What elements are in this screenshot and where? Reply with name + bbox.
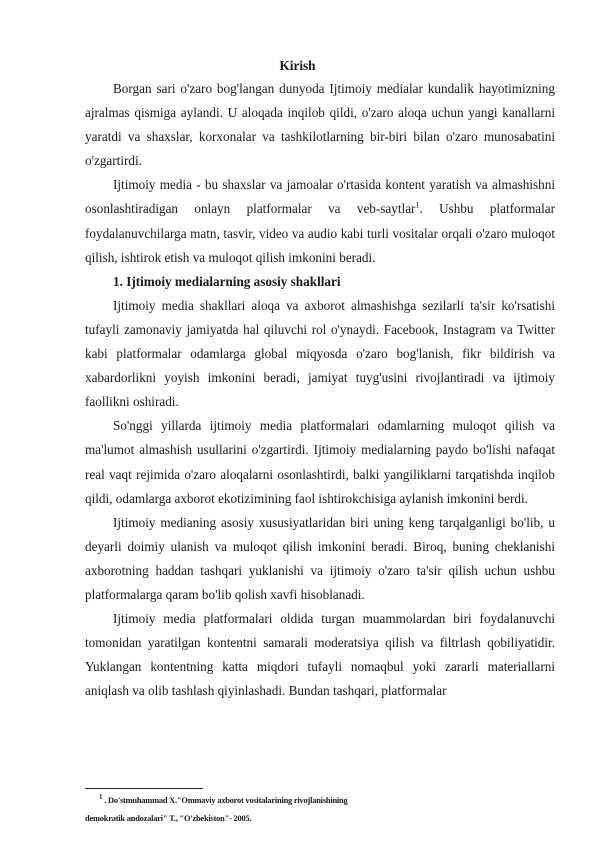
document-body <box>85 77 555 703</box>
footnote-line-2: demokratik andozalari" T., "O'zbekiston"- 2005. <box>85 814 252 823</box>
intro-paragraph-1: Borgan sari o'zaro bog'langan dunyoda Ijtimoiy medialar kundalik hayotimizning ajralmas qismiga aylandi. U aloqada inqilob qildi, o'zaro aloqa uchun yangi kanallarni yaratdi va shaxslar, korxonalar va tashkilotlarning bir-biri bilan o'zaro munosabatini o'zgartirdi. <box>85 81 555 169</box>
section-paragraph-3: Ijtimoiy medianing asosiy xususiyatlaridan biri uning keng tarqalganligi bo'lib, u deyarli doimiy ulanish va muloqot qilish imkonini beradi. Biroq, buning cheklanishi axborotning haddan tashqari yuklanishi va ijtimoiy o'zaro ta'sir qilish uchun ushbu platformalarga qaram bo'lib qolish xavfi hisoblanadi. <box>85 514 555 602</box>
intro-paragraph-2-text: Ijtimoiy media - bu shaxslar va jamoalar o'rtasida kontent yaratish va almashishni osonlashtiradigan onlayn platformalar va veb-saytlar <box>85 177 555 217</box>
page-title: Kirish <box>279 58 316 73</box>
footnote-line-1 <box>85 792 555 810</box>
section-paragraph-4: Ijtimoiy media platformalari oldida turgan muammolardan biri foydalanuvchi tomonidan yaratilgan kontentni samarali moderatsiya qilish va filtrlash qobiliyatidir. Yuklangan kontentning katta miqdori tufayli nomaqbul yoki zararli materiallarni aniqlash va olib tashlash qiyinlashadi. Bundan tashqari, platformalar <box>85 611 555 699</box>
footnote-divider <box>85 788 203 789</box>
intro-paragraph-2-tail: . Ushbu platformalar foydalanuvchilarga matn, tasvir, video va audio kabi turli vositalar orqali o'zaro muloqot qilish, ishtirok etish va muloqot qilish imkonini beradi. <box>85 201 555 265</box>
section-paragraph-2: So'nggi yillarda ijtimoiy media platformalari odamlarning muloqot qilish va ma'lumot almashish usullarini o'zgartirdi. Ijtimoiy medialarning paydo bo'lishi nafaqat real vaqt rejimida o'zaro aloqalarni osonlashtirdi, balki yangiliklarni tarqatishda inqilob qildi, odamlarga axborot ekotizimining faol ishtirokchisiga aylanish imkonini berdi. <box>85 418 555 506</box>
section-paragraph-1: Ijtimoiy media shakllari aloqa va axborot almashishga sezilarli ta'sir ko'rsatishi tufayli zamonaviy jamiyatda hal qiluvchi rol o'ynaydi. Facebook, Instagram va Twitter kabi platformalar odamlarga global miqyosda o'zaro bog'lanish, fikr bildirish va xabardorlikni yoyish imkonini beradi, jamiyat tuyg'usini rivojlantiradi va ijtimoiy faollikni oshiradi. <box>85 297 555 410</box>
footnote-reference[interactable]: 1 <box>415 201 420 211</box>
footnote <box>85 792 555 828</box>
section-heading: 1. Ijtimoiy medialarning asosiy shakllari <box>113 273 341 289</box>
footnote-marker: 1 <box>99 793 103 802</box>
footnote-text-1: . Do'stmuhammad X."Ommaviy axborot vositalarining rivojlanishining <box>104 796 348 805</box>
intro-paragraph-2 <box>85 173 555 269</box>
